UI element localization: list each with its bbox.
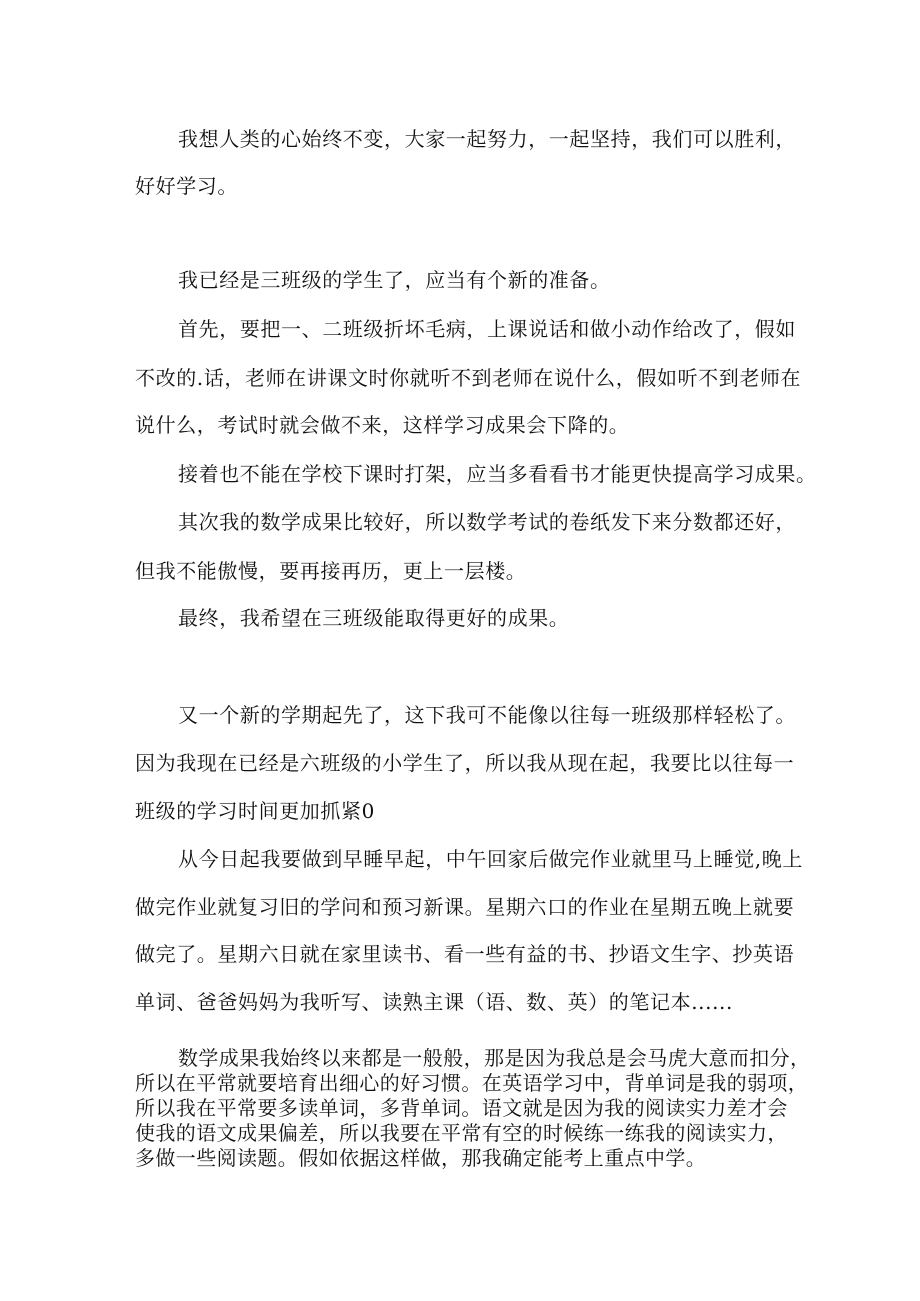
text-line: 其次我的数学成果比较好，所以数学考试的卷纸发下来分数都还好，: [178, 510, 796, 534]
text-line: 我已经是三班级的学生了，应当有个新的准备。: [178, 268, 611, 292]
text-line: 但我不能傲慢，要再接再历，更上一层楼。: [135, 559, 527, 583]
text-line: 使我的语文成果偏差，所以我要在平常有空的时候练一练我的阅读实力，: [135, 1121, 788, 1145]
text-line: 从今日起我要做到早睡早起，中午回家后做完作业就里马上睡觉,晚上: [178, 847, 803, 871]
text-line: 因为我现在已经是六班级的小学生了，所以我从现在起，我要比以往每一: [135, 751, 795, 775]
text-line: 多做一些阅读题。假如依据这样做，那我确定能考上重点中学。: [135, 1146, 707, 1170]
text-line: 我想人类的心始终不变，大家一起努力，一起坚持，我们可以胜利，: [178, 127, 796, 151]
text-line: 单词、爸爸妈妈为我听写、读熟主课（语、数、英）的笔记本......: [135, 990, 733, 1014]
text-line: 好好学习。: [135, 174, 238, 198]
text-line: 班级的学习时间更加抓紧0: [135, 799, 375, 823]
text-line: 做完作业就复习旧的学问和预习新课。星期六口的作业在星期五晚上就要: [135, 895, 795, 919]
text-line: 不改的.话，老师在讲课文时你就听不到老师在说什么，假如听不到老师在: [135, 366, 802, 390]
text-line: 首先，要把一、二班级折坏毛病，上课说话和做小动作给改了，假如: [178, 317, 796, 341]
text-line: 做完了。星期六日就在家里读书、看一些有益的书、抄语文生字、抄英语: [135, 942, 795, 966]
text-line: 接着也不能在学校下课时打架，应当多看看书才能更快提高学习成果。: [178, 462, 817, 486]
text-line: 数学成果我始终以来都是一般般，那是因为我总是会马虎大意而扣分，: [178, 1046, 811, 1070]
text-line: 所以在平常就要培育出细心的好习惯。在英语学习中，背单词是我的弱项，: [135, 1071, 809, 1095]
text-line: 又一个新的学期起先了，这下我可不能像以往每一班级那样轻松了。: [178, 703, 796, 727]
text-line: 说什么，考试时就会做不来，这样学习成果会下降的。: [135, 413, 630, 437]
text-line: 最终，我希望在三班级能取得更好的成果。: [178, 606, 570, 630]
text-line: 所以我在平常要多读单词，多背单词。语文就是因为我的阅读实力差才会: [135, 1096, 788, 1120]
